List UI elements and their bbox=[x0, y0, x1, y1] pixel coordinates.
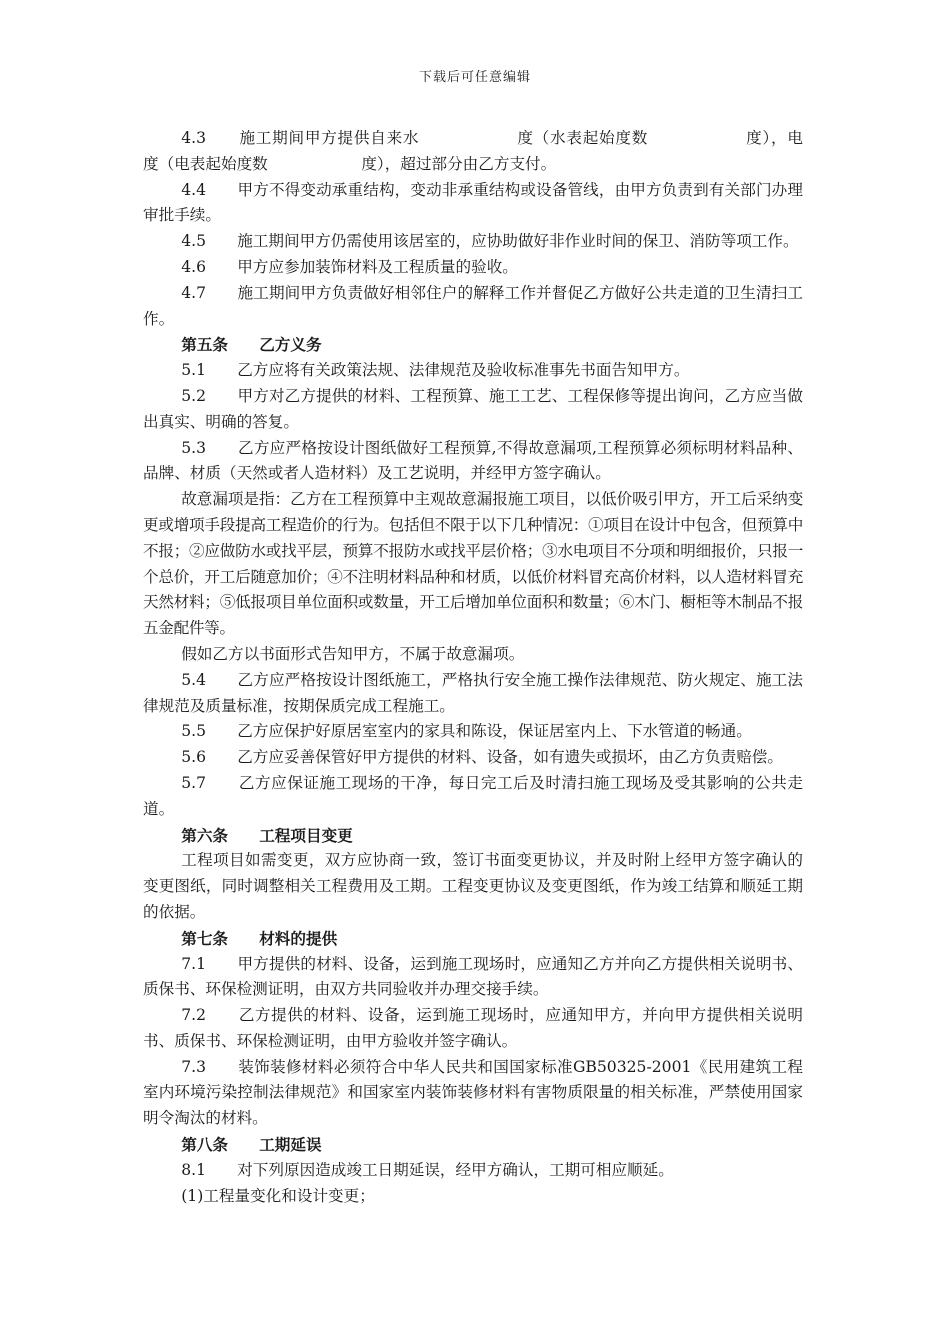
paragraph-5-7: 5.7 乙方应保证施工现场的干净，每日完工后及时清扫施工现场及受其影响的公共走道。 bbox=[143, 773, 803, 818]
page-header-note: 下载后可任意编辑 bbox=[418, 70, 531, 85]
paragraph-7-2: 7.2 乙方提供的材料、设备，运到施工现场时，应通知甲方，并向甲方提供相关说明书、质保书、环保检测证明，由甲方验收并签字确认。 bbox=[143, 1006, 803, 1050]
section-heading-7: 第七条 材料的提供 bbox=[181, 928, 338, 948]
paragraph-4-4: 4.4 甲方不得变动承重结构，变动非承重结构或设备管线，由甲方负责到有关部门办理审批手续。 bbox=[143, 180, 803, 225]
section-heading-6: 第六条 工程项目变更 bbox=[181, 825, 353, 845]
paragraph-4-5: 4.5 施工期间甲方仍需使用该居室的，应协助做好非作业时间的保卫、消防等项工作。 bbox=[181, 232, 799, 251]
paragraph-5-5: 5.5 乙方应保护好原居室室内的家具和陈设，保证居室内上、下水管道的畅通。 bbox=[181, 722, 752, 741]
paragraph-6-body: 工程项目如需变更，双方应协商一致，签订书面变更协议，并及时附上经甲方签字确认的变更图纸，同时调整相关工程费用及工期。工程变更协议及变更图纸，作为竣工结算和顺延工期的依据。 bbox=[143, 851, 803, 921]
paragraph-8-1: 8.1 对下列原因造成竣工日期延误，经甲方确认，工期可相应顺延。 bbox=[181, 1160, 674, 1179]
paragraph-8-1-item-1: (1)工程量变化和设计变更； bbox=[181, 1186, 375, 1205]
section-heading-8: 第八条 工期延误 bbox=[181, 1135, 322, 1155]
paragraph-5-4: 5.4 乙方应严格按设计图纸施工，严格执行安全施工操作法律规范、防火规定、施工法律规范及质量标准，按期保质完成工程施工。 bbox=[143, 670, 803, 715]
paragraph-5-1: 5.1 乙方应将有关政策法规、法律规范及验收标准事先书面告知甲方。 bbox=[181, 361, 690, 380]
paragraph-4-7: 4.7 施工期间甲方负责做好相邻住户的解释工作并督促乙方做好公共走道的卫生清扫工作。 bbox=[143, 283, 803, 328]
paragraph-omission-exception: 假如乙方以书面形式告知甲方，不属于故意漏项。 bbox=[181, 644, 525, 663]
paragraph-7-3: 7.3 装饰装修材料必须符合中华人民共和国国家标准GB50325-2001《民用建筑工程室内环境污染控制法律规范》和国家室内装饰装修材料有害物质限量的相关标准，严禁使用国家明令淘汰的材料。 bbox=[143, 1057, 803, 1128]
paragraph-4-3: 4.3 施工期间甲方提供自来水 度（水表起始度数 度），电 度（电表起始度数 度），超过部分由乙方支付。 bbox=[143, 129, 897, 173]
paragraph-omission-definition: 故意漏项是指：乙方在工程预算中主观故意漏报施工项目，以低价吸引甲方，开工后采纳变更或增项手段提高工程造价的行为。包括但不限于以下几种情况：①项目在设计中包含，但预算中不报；②应做防水或找平层，预算不报防水或找平层价格；③水电项目不分项和明细报价，只报一个总价，开工后随意加价；④不注明材料品种和材质，以低价材料冒充高价材料，以人造材料冒充天然材料；⑤低报项目单位面积或数量，开工后增加单位面积和数量；⑥木门、橱柜等木制品不报五金配件等。 bbox=[143, 490, 803, 638]
paragraph-5-2: 5.2 甲方对乙方提供的材料、工程预算、施工工艺、工程保修等提出询问，乙方应当做出真实、明确的答复。 bbox=[143, 386, 803, 431]
paragraph-7-1: 7.1 甲方提供的材料、设备，运到施工现场时，应通知乙方并向乙方提供相关说明书、质保书、环保检测证明，由双方共同验收并办理交接手续。 bbox=[143, 954, 803, 999]
section-heading-5: 第五条 乙方义务 bbox=[181, 335, 322, 355]
document-body bbox=[143, 126, 897, 1209]
paragraph-5-6: 5.6 乙方应妥善保管好甲方提供的材料、设备，如有遗失或损坏，由乙方负责赔偿。 bbox=[181, 748, 783, 767]
paragraph-5-3: 5.3 乙方应严格按设计图纸做好工程预算,不得故意漏项,工程预算必须标明材料品种、品牌、材质（天然或者人造材料）及工艺说明，并经甲方签字确认。 bbox=[143, 438, 803, 483]
paragraph-4-6: 4.6 甲方应参加装饰材料及工程质量的验收。 bbox=[181, 257, 518, 276]
